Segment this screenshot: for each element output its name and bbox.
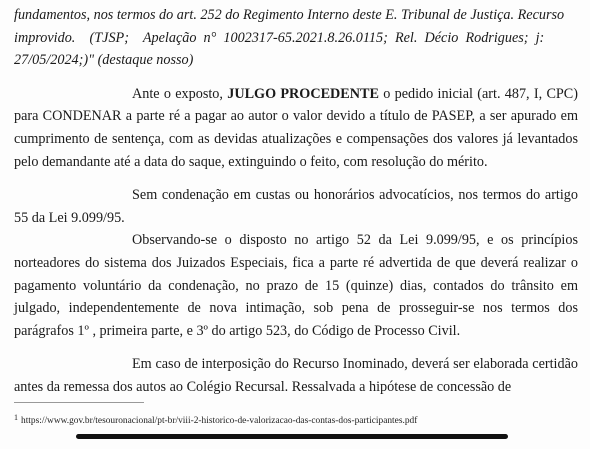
- quote-line: 27/05/2024;)" (destaque nosso): [14, 52, 194, 69]
- footnote-link[interactable]: https://www.gov.br/tesouronacional/pt-br/viii-2-historico-de-valorizacao-das-contas-dos-participantes.pdf: [21, 416, 418, 426]
- appeal-paragraph: Em caso de interposição do Recurso Inominado, deverá ser elaborada certidão antes da remessa dos autos ao Colégio Recursal. Ressalvada a hipótese de concessão de: [14, 356, 578, 395]
- verdict-paragraph: [14, 83, 578, 173]
- footnote-number: 1: [14, 413, 18, 422]
- quote-line: improvido. (TJSP; Apelação n° 1002317-65.2021.8.26.0115; Rel. Décio Rodrigues; j:: [14, 29, 545, 46]
- verdict-intro: Ante o exposto,: [132, 85, 228, 102]
- voluntary-payment-paragraph: Observando-se o disposto no artigo 52 da Lei 9.099/95, e os princípios norteadores do sistema dos Juizados Especiais, fica a parte ré advertida de que deverá realizar o pagamento voluntário da condenação, no prazo de 15 (quinze) dias, contados do trânsito em julgado, independentemente de nova intimação, sob pena de prosseguir-se nos termos dos parágrafos 1º , primeira parte, e 3º do artigo 523, do Código de Processo Civil.: [14, 232, 578, 339]
- verdict-decision: JULGO PROCEDENTE: [227, 85, 379, 102]
- document-body: [14, 4, 578, 399]
- quote-line: fundamentos, nos termos do art. 252 do Regimento Interno deste E. Tribunal de Justiça. Recurso: [14, 7, 565, 23]
- footnote: [14, 412, 574, 427]
- footnote-divider: [14, 402, 144, 403]
- home-indicator-bar[interactable]: [76, 434, 508, 439]
- costs-paragraph: Sem condenação em custas ou honorários advocatícios, nos termos do artigo 55 da Lei 9.099/95.: [14, 187, 578, 226]
- quoted-precedent: [14, 4, 578, 72]
- verdict-text: o pedido inicial (art. 487, I, CPC) para CONDENAR a parte ré a pagar ao autor o valor devido a título de PASEP, a ser apurado em cumprimento de sentença, com as devidas atualizações e compensações dos valores já levantados pelo demandante até a data do saque, extinguindo o feito, com resolução do mérito.: [14, 85, 578, 170]
